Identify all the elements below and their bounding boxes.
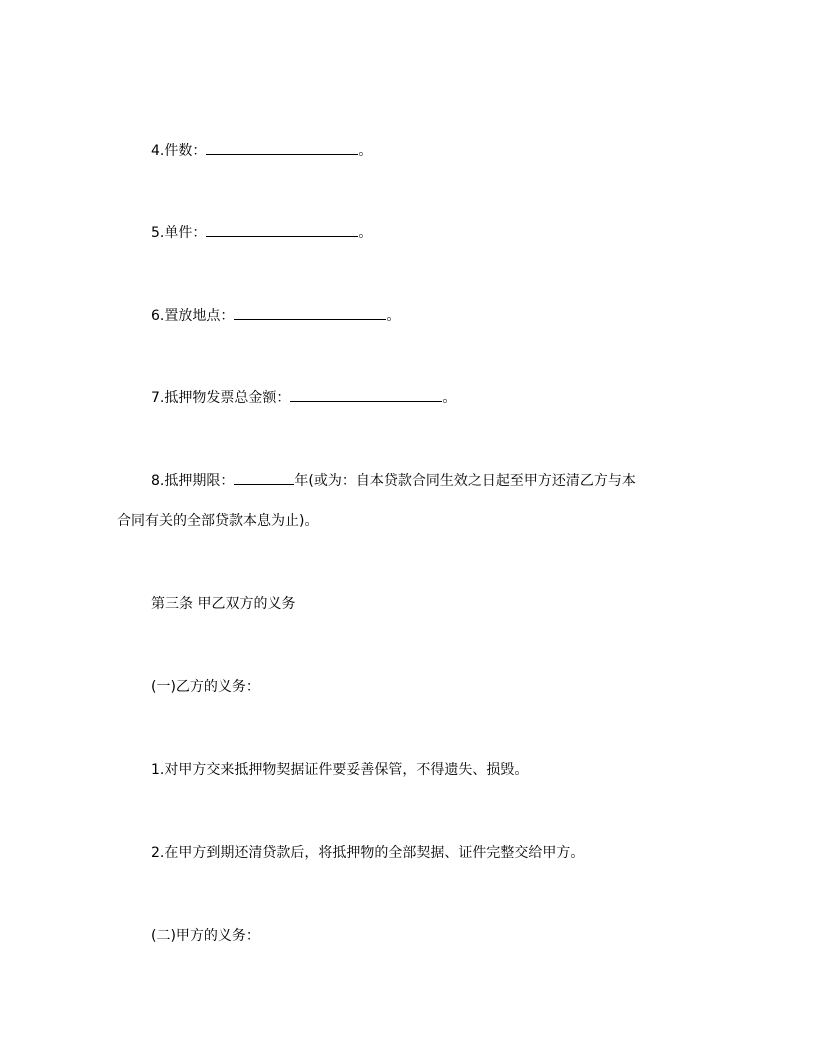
item-8-text: 年(或为：自本贷款合同生效之日起至甲方还清乙方与本 xyxy=(294,473,636,489)
party-a-obligations-heading: (二)甲方的义务： xyxy=(151,928,260,944)
item-8-blank xyxy=(234,470,294,485)
item-7-line xyxy=(151,387,456,407)
party-b-obligation-2: 2.在甲方到期还清贷款后，将抵押物的全部契据、证件完整交给甲方。 xyxy=(151,845,585,861)
item-5-label: 5.单件： xyxy=(151,225,207,241)
item-8-line xyxy=(151,470,636,490)
item-4-period: 。 xyxy=(358,143,373,159)
article-3-heading: 第三条 甲乙双方的义务 xyxy=(151,596,296,612)
item-7-label: 7.抵押物发票总金额： xyxy=(151,390,291,406)
item-4-label: 4.件数： xyxy=(151,143,207,159)
item-5-blank xyxy=(206,222,358,237)
item-6-blank xyxy=(234,305,386,320)
item-8-continuation: 合同有关的全部贷款本息为止)。 xyxy=(117,513,319,529)
item-6-period: 。 xyxy=(386,308,401,324)
item-4-blank xyxy=(206,140,358,155)
item-8-label: 8.抵押期限： xyxy=(151,473,235,489)
item-7-period: 。 xyxy=(442,390,457,406)
item-7-blank xyxy=(290,387,442,402)
party-b-obligations-heading: (一)乙方的义务： xyxy=(151,679,260,695)
item-5-line xyxy=(151,222,372,242)
item-6-label: 6.置放地点： xyxy=(151,308,235,324)
party-b-obligation-1: 1.对甲方交来抵押物契据证件要妥善保管，不得遗失、损毁。 xyxy=(151,762,529,778)
item-6-line xyxy=(151,305,400,325)
item-4-line xyxy=(151,140,372,160)
item-5-period: 。 xyxy=(358,225,373,241)
